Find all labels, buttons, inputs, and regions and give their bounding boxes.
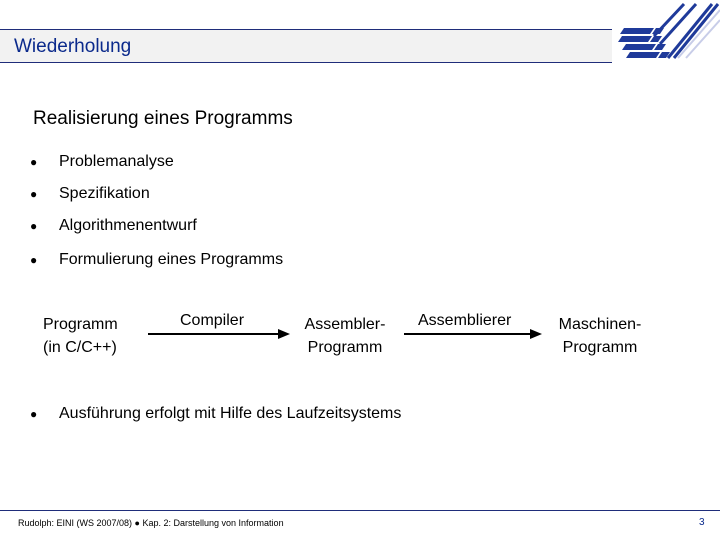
bullet-text: Ausführung erfolgt mit Hilfe des Laufzeitsystems <box>59 405 402 422</box>
arrow-right-icon <box>404 327 542 341</box>
bullet-icon: ● <box>30 407 38 421</box>
mid-line1: Assembler- <box>304 316 386 333</box>
list-item <box>30 251 283 269</box>
target-line2: Programm <box>562 339 638 356</box>
source-program-label <box>43 313 118 359</box>
bullet-icon: ● <box>30 155 38 169</box>
bullet-text: Problemanalyse <box>59 153 174 170</box>
bullet-icon: ● <box>30 253 38 267</box>
footer-text: Rudolph: EINI (WS 2007/08) ● Kap. 2: Darstellung von Information <box>18 518 284 528</box>
page-title: Wiederholung <box>14 36 132 57</box>
bullet-text: Spezifikation <box>59 185 150 202</box>
bullet-icon: ● <box>30 187 38 201</box>
university-logo <box>616 0 720 66</box>
source-line1: Programm <box>43 316 118 333</box>
arrow-right-icon <box>148 327 290 341</box>
bullet-text: Algorithmenentwurf <box>59 217 197 234</box>
footer-divider <box>0 510 720 511</box>
target-line1: Maschinen- <box>558 316 642 333</box>
machine-program-label <box>548 313 652 359</box>
list-item <box>30 185 150 203</box>
assembler-program-label <box>298 313 392 359</box>
slide-heading: Realisierung eines Programms <box>33 108 293 129</box>
source-line2: (in C/C++) <box>43 339 117 356</box>
assemblierer-label: Assemblierer <box>418 312 512 329</box>
bullet-text: Formulierung eines Programms <box>59 251 284 268</box>
page-number: 3 <box>699 517 705 528</box>
bullet-icon: ● <box>30 219 38 233</box>
compiler-label: Compiler <box>180 312 245 329</box>
list-item <box>30 153 174 171</box>
mid-line2: Programm <box>307 339 383 356</box>
list-item <box>30 405 401 423</box>
list-item <box>30 217 197 235</box>
